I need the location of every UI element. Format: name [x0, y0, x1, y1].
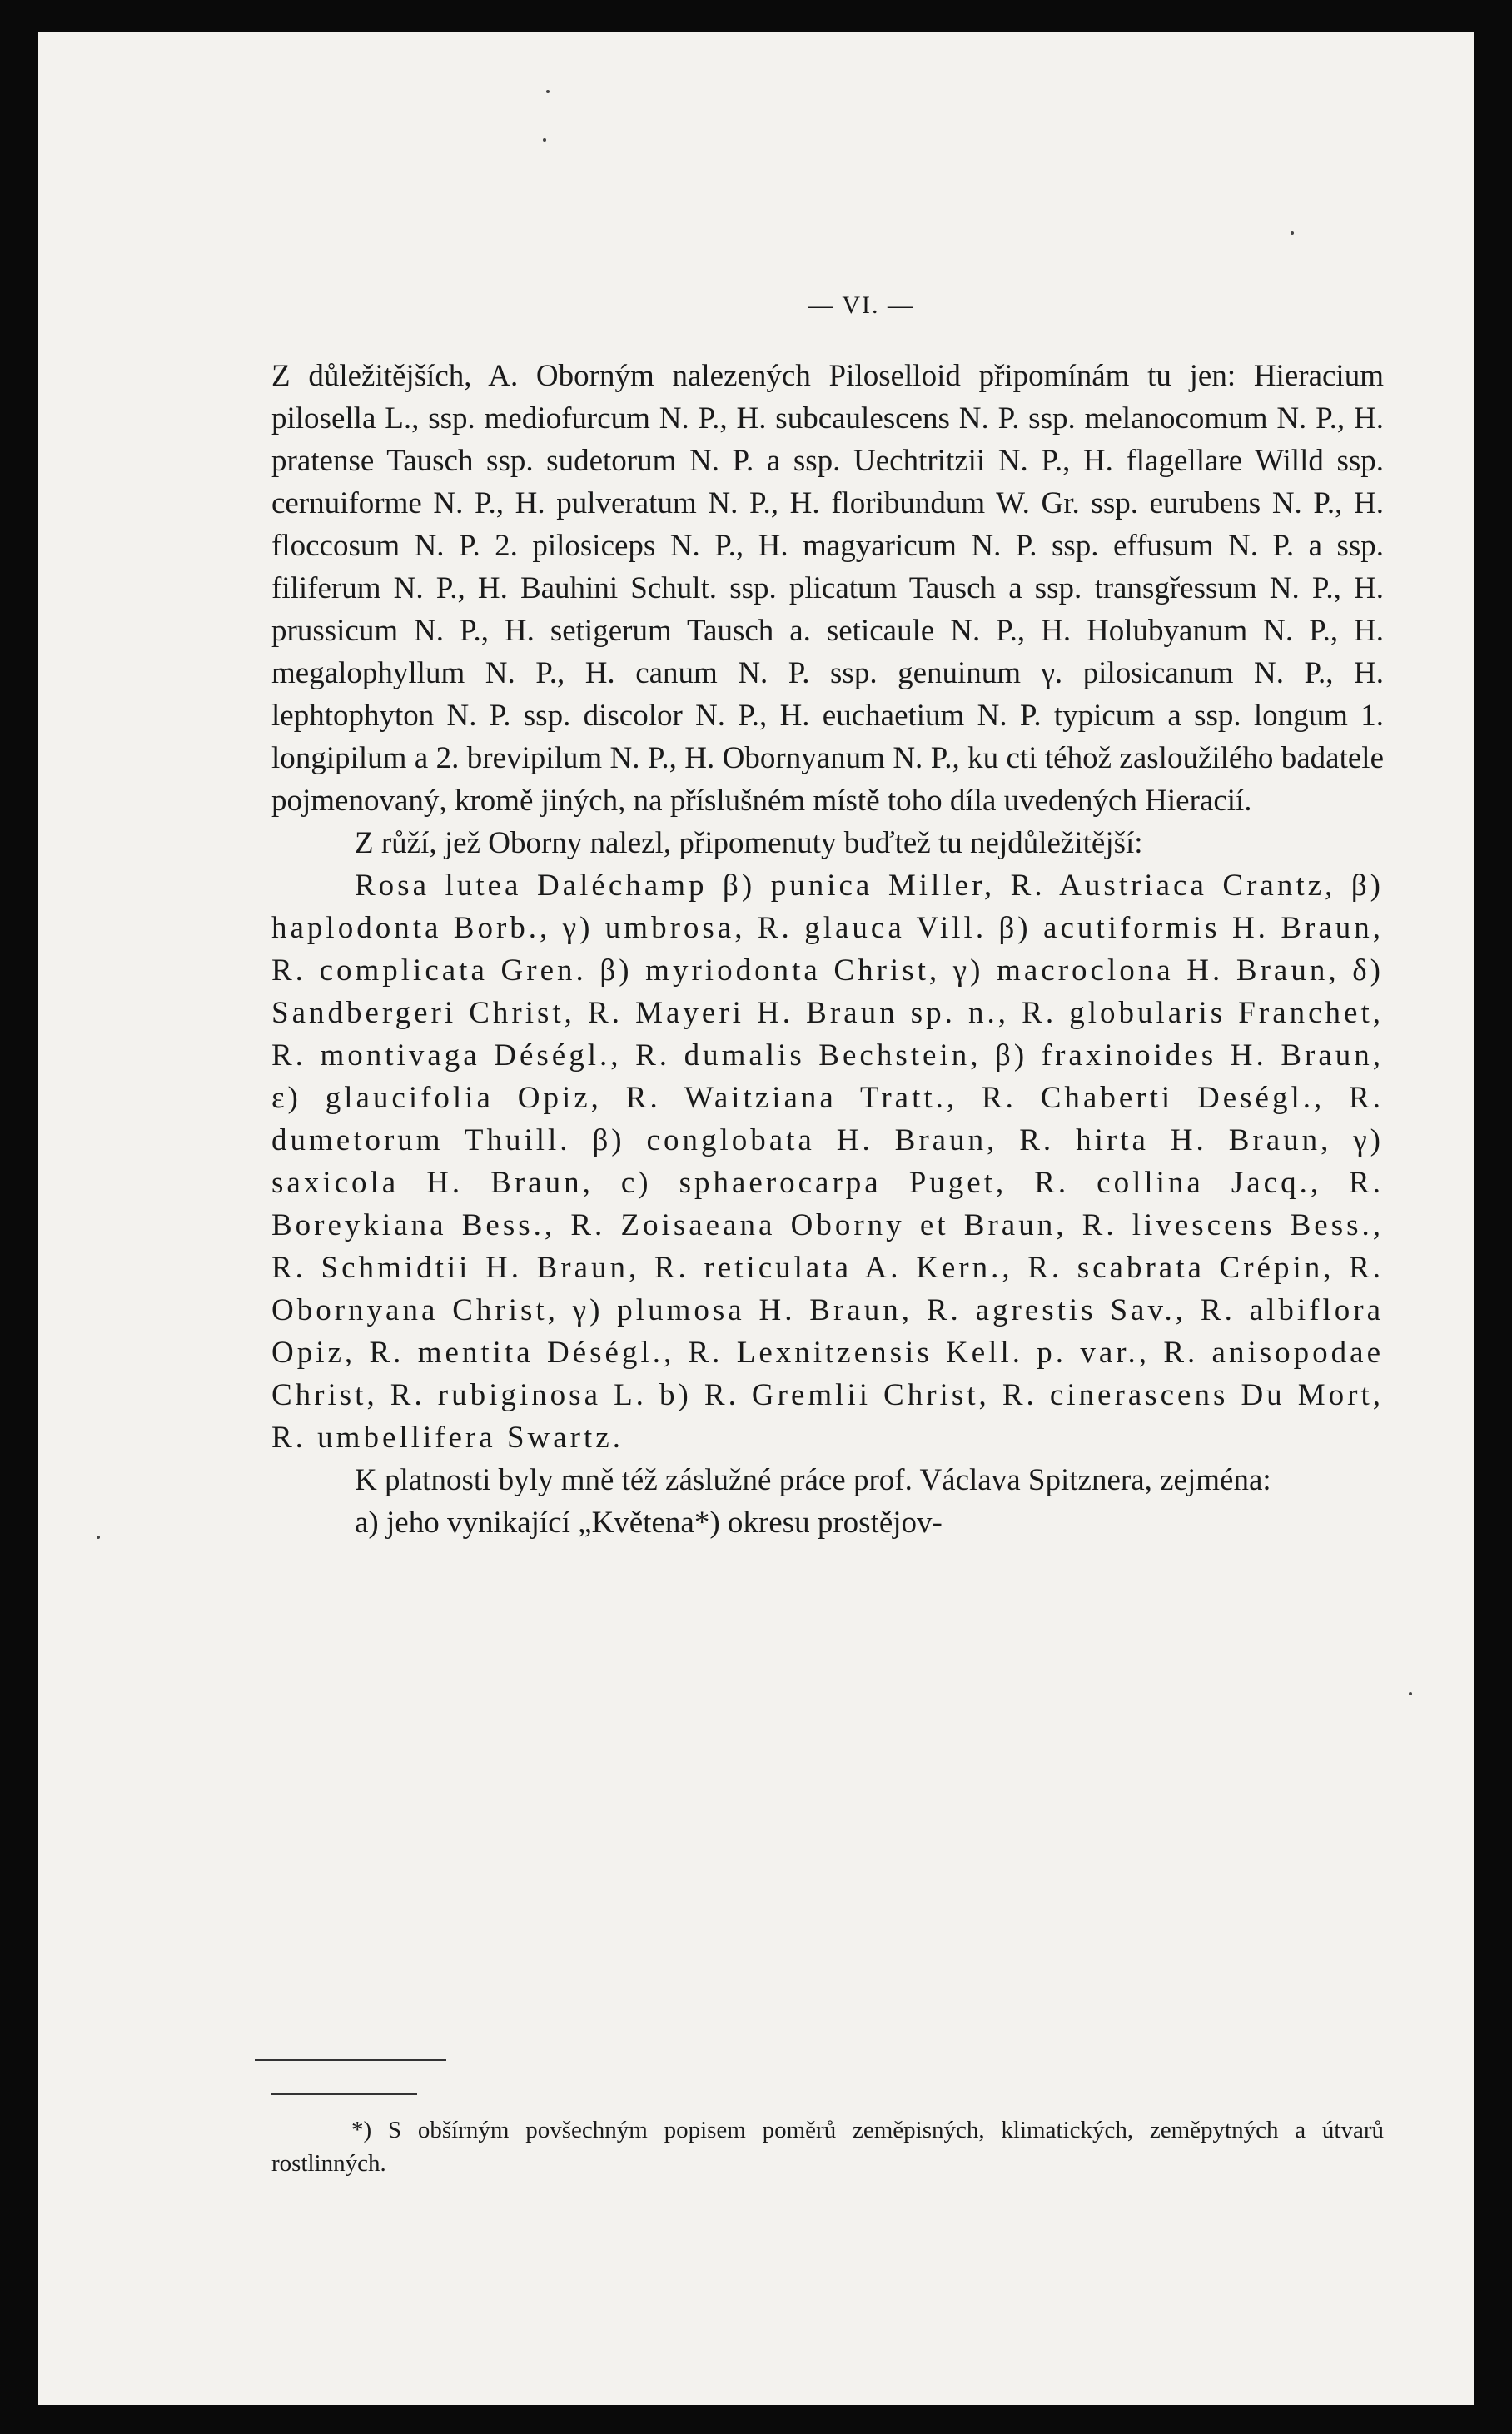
paper-speck [97, 1536, 100, 1539]
footnote-rule [271, 2093, 417, 2095]
paper-speck [543, 138, 546, 142]
paper-speck [1291, 231, 1294, 235]
page-header: — VI. — [808, 291, 914, 319]
underline-stroke [255, 2059, 446, 2061]
body-text [271, 355, 1384, 1544]
scanned-page [38, 32, 1474, 2405]
footnote [271, 2113, 1384, 2180]
paper-speck [546, 90, 550, 93]
paragraph-spitzner: K platnosti byly mně též záslužné práce prof. Václava Spitznera, zejména: [355, 1463, 1271, 1497]
footnote-text: *) S obšírným povšechným popisem poměrů zeměpisných, klimatických, zeměpytných a útvarů rostlinných. [271, 2117, 1384, 2177]
paragraph-roses-intro: Z růží, jež Oborny nalezl, připomenuty buďtež tu nejdůležitější: [355, 826, 1143, 860]
paragraph-roses-list: Rosa lutea Daléchamp β) punica Miller, R. Austriaca Crantz, β) haplodonta Borb., γ) umbrosa, R. glauca Vill. β) acutiformis H. Braun, R. complicata Gren. β) myriodonta Christ, γ) macroclona H. Braun, δ) Sandbergeri Christ, R. Mayeri H. Braun sp. n., R. globularis Franchet, R. montivaga Déségl., R. dumalis Bechstein, β) fraxinoides H. Braun, ε) glaucifolia Opiz, R. Waitziana Tratt., R. Chaberti Deségl., R. dumetorum Thuill. β) conglobata H. Braun, R. hirta H. Braun, γ) saxicola H. Braun, c) sphaerocarpa Puget, R. collina Jacq., R. Boreykiana Bess., R. Zoisaeana Oborny et Braun, R. livescens Bess., R. Schmidtii H. Braun, R. reticulata A. Kern., R. scabrata Crépin, R. Obornyana Christ, γ) plumosa H. Braun, R. agrestis Sav., R. albiflora Opiz, R. mentita Déségl., R. Lexnitzensis Kell. p. var., R. anisopodae Christ, R. rubiginosa L. b) R. Gremlii Christ, R. cinerascens Du Mort, R. umbellifera Swartz. [271, 869, 1384, 1455]
paragraph-kvetena: a) jeho vynikající „Květena*) okresu prostějov- [355, 1506, 943, 1540]
paper-speck [1409, 1692, 1412, 1695]
paragraph-hieracium: Z důležitějších, A. Oborným nalezených Piloselloid připomínám tu jen: Hieracium pilosella L., ssp. mediofurcum N. P., H. subcaulescens N. P. ssp. melanocomum N. P., H. pratense Tausch ssp. sudetorum N. P. a ssp. Uechtritzii N. P., H. flagellare Willd ssp. cernuiforme N. P., H. pulveratum N. P., H. floribundum W. Gr. ssp. eurubens N. P., H. floccosum N. P. 2. pilosiceps N. P., H. magyaricum N. P. ssp. effusum N. P. a ssp. filiferum N. P., H. Bauhini Schult. ssp. plicatum Tausch a ssp. transgřessum N. P., H. prussicum N. P., H. setigerum Tausch a. seticaule N. P., H. Holubyanum N. P., H. megalophyllum N. P., H. canum N. P. ssp. genuinum γ. pilosicanum N. P., H. lephtophyton N. P. ssp. discolor N. P., H. euchaetium N. P. typicum a ssp. longum 1. longipilum a 2. brevipilum N. P., H. Obornyanum N. P., ku cti téhož zasloužilého badatele pojmenovaný, kromě jiných, na příslušném místě toho díla uvedených Hieracií. [271, 359, 1384, 818]
